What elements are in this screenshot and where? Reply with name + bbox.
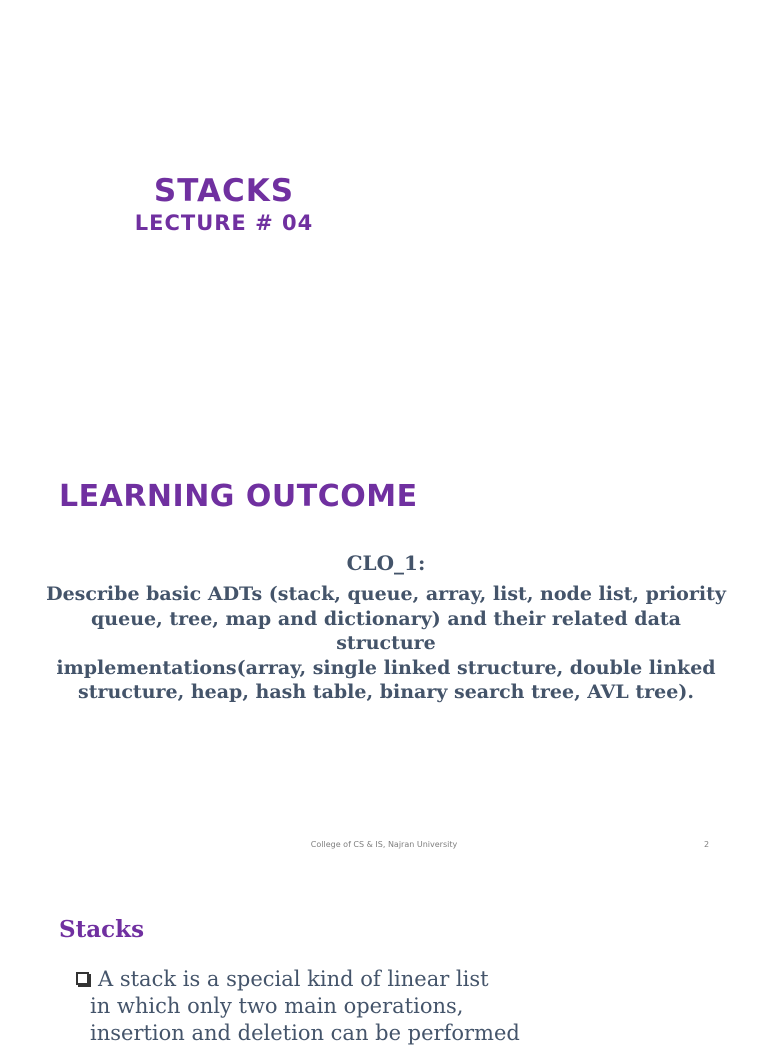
clo-line: Describe basic ADTs (stack, queue, array, list, node list, priority: [46, 583, 726, 605]
stacks-heading: Stacks: [59, 916, 145, 943]
slide-title: STACKS: [153, 173, 295, 209]
list-item: [76, 966, 496, 993]
slide-title-block: [0, 172, 448, 236]
page-number: 2: [704, 840, 710, 849]
clo-line: structure, heap, hash table, binary search tree, AVL tree).: [78, 681, 694, 703]
clo-label: CLO_1:: [346, 551, 426, 575]
bullet-continuation: insertion and deletion can be performed: [90, 1021, 520, 1045]
slide-subtitle: LECTURE # 04: [134, 211, 314, 235]
bullet-continuation: in which only two main operations,: [90, 994, 464, 1018]
clo-block: [40, 550, 732, 705]
learning-outcome-heading: LEARNING OUTCOME: [59, 479, 418, 514]
bullet-list: [76, 966, 520, 1047]
clo-line: queue, tree, map and dictionary) and their related data structure: [91, 607, 681, 654]
clo-description: [40, 582, 732, 705]
slide-footer: College of CS & IS, Najran University: [310, 840, 458, 849]
checkbox-bullet-icon: [76, 972, 89, 985]
bullet-text: A stack is a special kind of linear list: [98, 967, 489, 991]
clo-line: implementations(array, single linked structure, double linked: [56, 656, 716, 679]
